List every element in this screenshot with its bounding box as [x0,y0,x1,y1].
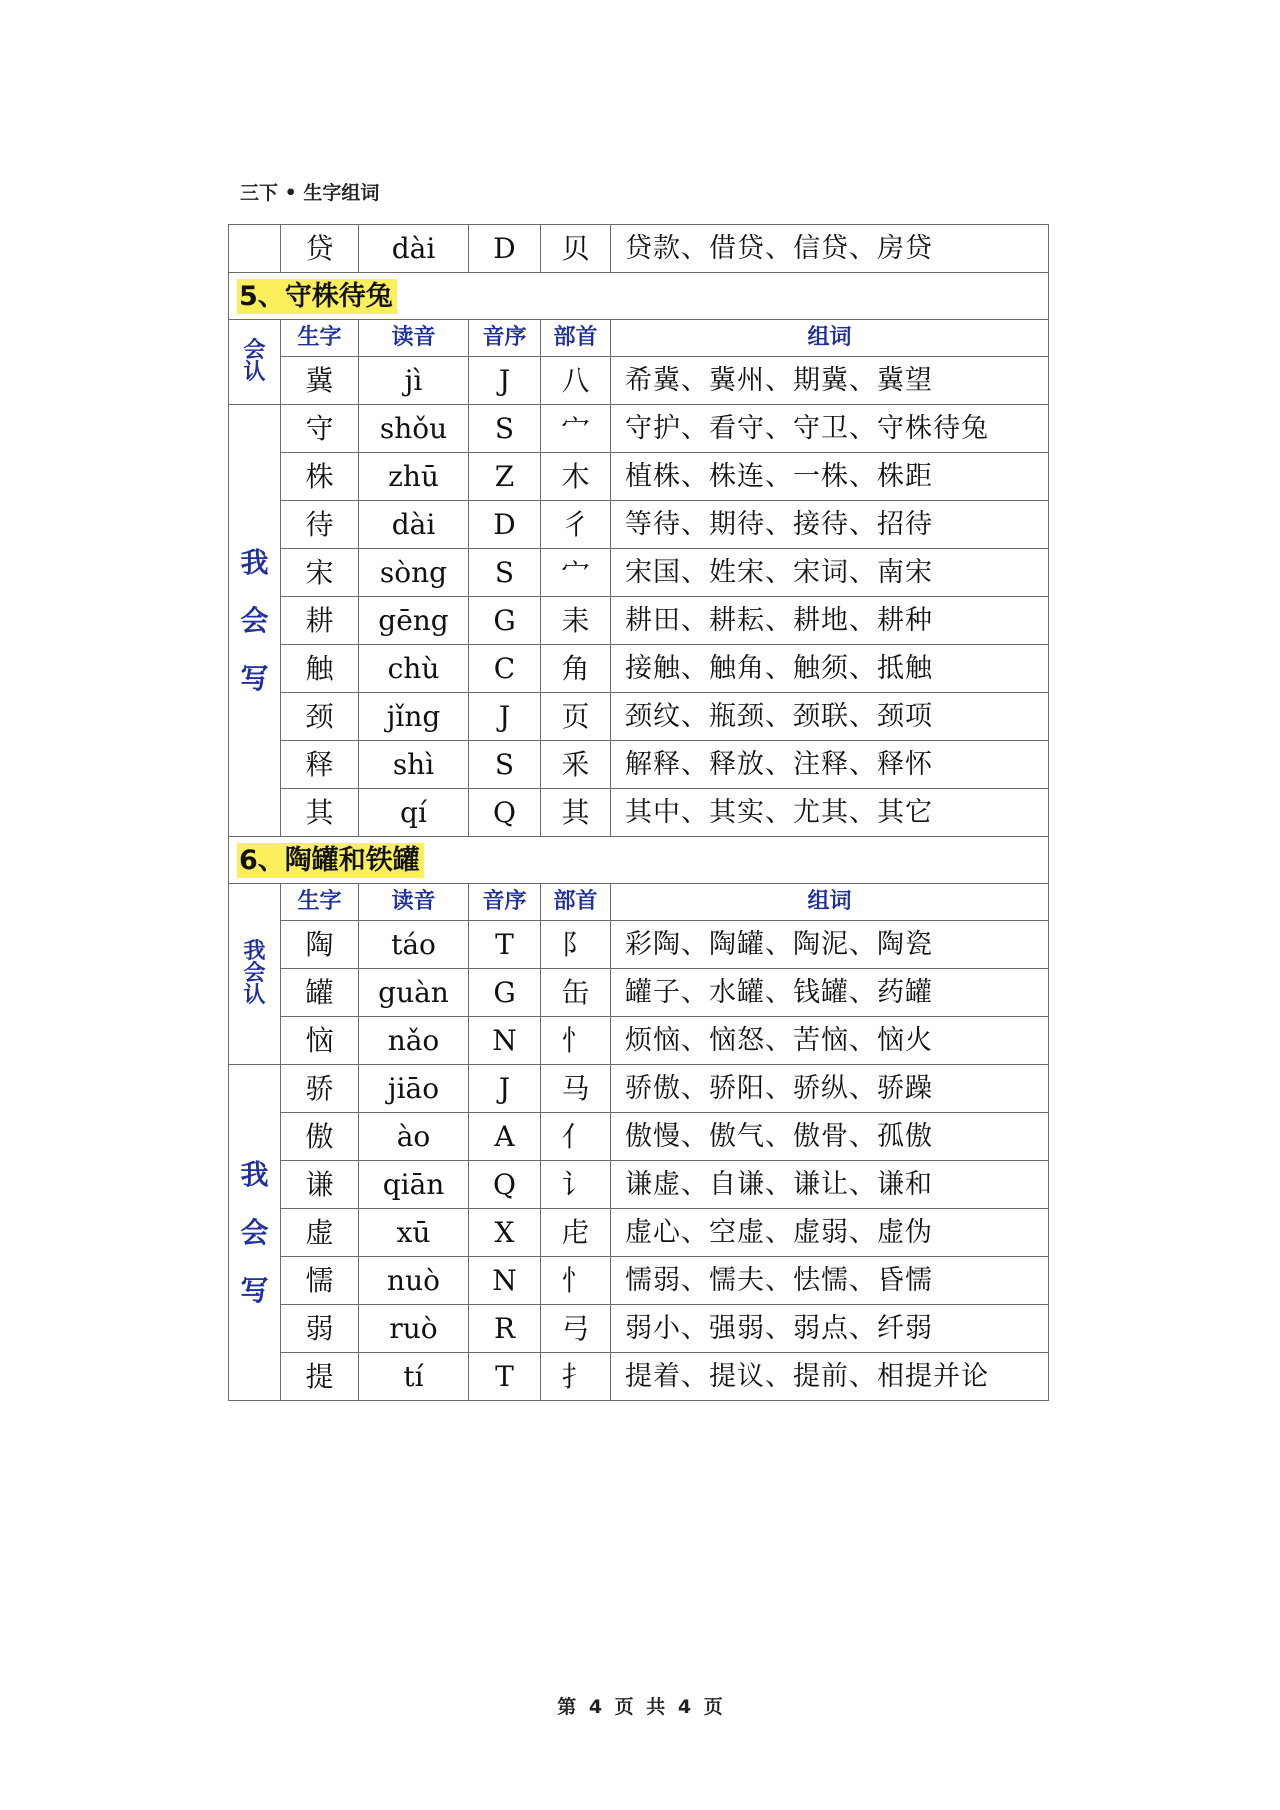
table-row [229,1257,1049,1305]
char-cell: 提 [281,1353,359,1401]
char-cell: 触 [281,645,359,693]
table-row [229,357,1049,405]
radical-cell: 缶 [541,969,611,1017]
radical-cell: 宀 [541,549,611,597]
lesson-title: 6、陶罐和铁罐 [237,843,424,878]
radical-cell: 耒 [541,597,611,645]
char-cell: 待 [281,501,359,549]
group-char: 认 [243,360,266,385]
lesson-title-cell [229,837,1049,884]
group-char: 我 [240,1157,269,1191]
words-cell: 耕田、耕耘、耕地、耕种 [611,597,1049,645]
words-cell: 贷款、借贷、信贷、房贷 [611,225,1049,273]
order-cell: T [469,1353,541,1401]
words-cell: 守护、看守、守卫、守株待兔 [611,405,1049,453]
group-char: 会 [240,1215,269,1249]
words-cell: 其中、其实、尤其、其它 [611,789,1049,837]
group-char: 认 [243,983,266,1008]
order-cell: J [469,1065,541,1113]
char-cell: 守 [281,405,359,453]
order-cell: D [469,225,541,273]
table-row [229,1353,1049,1401]
col-header-radical: 部首 [541,884,611,921]
pinyin-cell: táo [359,921,469,969]
words-cell: 骄傲、骄阳、骄纵、骄躁 [611,1065,1049,1113]
group-char: 会 [243,961,266,986]
pinyin-cell: qiān [359,1161,469,1209]
table-row [229,741,1049,789]
col-header-words: 组词 [611,884,1049,921]
table-row [229,1161,1049,1209]
order-cell: J [469,693,541,741]
group-char: 我 [243,939,266,964]
radical-cell: 釆 [541,741,611,789]
group-char: 会 [243,338,266,363]
char-cell: 株 [281,453,359,501]
words-cell: 解释、释放、注释、释怀 [611,741,1049,789]
radical-cell: 亻 [541,1113,611,1161]
radical-cell: 扌 [541,1353,611,1401]
col-header-order: 音序 [469,320,541,357]
pinyin-cell: ào [359,1113,469,1161]
group-label-write [229,405,281,837]
order-cell: C [469,645,541,693]
radical-cell: 忄 [541,1017,611,1065]
char-cell: 冀 [281,357,359,405]
order-cell: N [469,1017,541,1065]
words-cell: 弱小、强弱、弱点、纤弱 [611,1305,1049,1353]
page-footer: 第 4 页 共 4 页 [557,1696,723,1718]
table-row [229,921,1049,969]
lesson-title-cell [229,273,1049,320]
char-cell: 罐 [281,969,359,1017]
table-row [229,1065,1049,1113]
char-cell: 谦 [281,1161,359,1209]
char-cell: 虚 [281,1209,359,1257]
table-row [229,405,1049,453]
order-cell: D [469,501,541,549]
column-header-row [229,884,1049,921]
pinyin-cell: nuò [359,1257,469,1305]
group-label-recognize [229,320,281,405]
table-row [229,549,1049,597]
pinyin-cell: guàn [359,969,469,1017]
pinyin-cell: dài [359,501,469,549]
pinyin-cell: tí [359,1353,469,1401]
radical-cell: 弓 [541,1305,611,1353]
group-char: 写 [240,1273,269,1307]
words-cell: 懦弱、懦夫、怯懦、昏懦 [611,1257,1049,1305]
radical-cell: 木 [541,453,611,501]
order-cell: S [469,549,541,597]
radical-cell: 彳 [541,501,611,549]
order-cell: R [469,1305,541,1353]
radical-cell: 角 [541,645,611,693]
char-cell: 颈 [281,693,359,741]
pinyin-cell: dài [359,225,469,273]
radical-cell: 讠 [541,1161,611,1209]
radical-cell: 八 [541,357,611,405]
char-cell: 宋 [281,549,359,597]
order-cell: G [469,969,541,1017]
words-cell: 虚心、空虚、虚弱、虚伪 [611,1209,1049,1257]
pinyin-cell: jǐng [359,693,469,741]
lesson-title: 5、守株待兔 [237,279,397,314]
table-row [229,501,1049,549]
table-row [229,1113,1049,1161]
words-cell: 彩陶、陶罐、陶泥、陶瓷 [611,921,1049,969]
group-char: 我 [240,545,269,579]
lesson-title-row [229,837,1049,884]
order-cell: N [469,1257,541,1305]
table-row [229,597,1049,645]
words-cell: 提着、提议、提前、相提并论 [611,1353,1049,1401]
table-row [229,1209,1049,1257]
words-cell: 希冀、冀州、期冀、冀望 [611,357,1049,405]
radical-cell: 马 [541,1065,611,1113]
pinyin-cell: zhū [359,453,469,501]
words-cell: 宋国、姓宋、宋词、南宋 [611,549,1049,597]
pinyin-cell: ruò [359,1305,469,1353]
col-header-pinyin: 读音 [359,320,469,357]
order-cell: S [469,405,541,453]
vocab-table [228,224,1049,1401]
words-cell: 罐子、水罐、钱罐、药罐 [611,969,1049,1017]
lesson-title-row [229,273,1049,320]
radical-cell: 页 [541,693,611,741]
words-cell: 等待、期待、接待、招待 [611,501,1049,549]
char-cell: 恼 [281,1017,359,1065]
group-char: 写 [240,661,269,695]
order-cell: J [469,357,541,405]
col-header-order: 音序 [469,884,541,921]
char-cell: 贷 [281,225,359,273]
table-row [229,225,1049,273]
col-header-pinyin: 读音 [359,884,469,921]
group-label-write [229,1065,281,1401]
order-cell: Q [469,789,541,837]
pinyin-cell: sòng [359,549,469,597]
order-cell: T [469,921,541,969]
words-cell: 接触、触角、触须、抵触 [611,645,1049,693]
words-cell: 植株、株连、一株、株距 [611,453,1049,501]
col-header-radical: 部首 [541,320,611,357]
table-row [229,1017,1049,1065]
group-char: 会 [240,603,269,637]
radical-cell: 其 [541,789,611,837]
char-cell: 陶 [281,921,359,969]
radical-cell: 忄 [541,1257,611,1305]
char-cell: 懦 [281,1257,359,1305]
pinyin-cell: chù [359,645,469,693]
char-cell: 耕 [281,597,359,645]
char-cell: 其 [281,789,359,837]
radical-cell: 贝 [541,225,611,273]
table-row [229,969,1049,1017]
pinyin-cell: shǒu [359,405,469,453]
char-cell: 弱 [281,1305,359,1353]
radical-cell: 虍 [541,1209,611,1257]
char-cell: 释 [281,741,359,789]
col-header-words: 组词 [611,320,1049,357]
table-row [229,693,1049,741]
order-cell: Z [469,453,541,501]
words-cell: 谦虚、自谦、谦让、谦和 [611,1161,1049,1209]
col-header-char: 生字 [281,320,359,357]
char-cell: 傲 [281,1113,359,1161]
pinyin-cell: shì [359,741,469,789]
table-row [229,453,1049,501]
col-header-char: 生字 [281,884,359,921]
order-cell: S [469,741,541,789]
order-cell: G [469,597,541,645]
order-cell: A [469,1113,541,1161]
pinyin-cell: gēng [359,597,469,645]
table-row [229,1305,1049,1353]
words-cell: 烦恼、恼怒、苦恼、恼火 [611,1017,1049,1065]
group-label-recognize [229,884,281,1065]
pinyin-cell: jiāo [359,1065,469,1113]
pinyin-cell: qí [359,789,469,837]
char-cell: 骄 [281,1065,359,1113]
words-cell: 颈纹、瓶颈、颈联、颈项 [611,693,1049,741]
words-cell: 傲慢、傲气、傲骨、孤傲 [611,1113,1049,1161]
pinyin-cell: xū [359,1209,469,1257]
radical-cell: 宀 [541,405,611,453]
order-cell: Q [469,1161,541,1209]
table-row [229,645,1049,693]
radical-cell: 阝 [541,921,611,969]
page-header: 三下 • 生字组词 [240,182,380,204]
column-header-row [229,320,1049,357]
order-cell: X [469,1209,541,1257]
group-cell [229,225,281,273]
pinyin-cell: nǎo [359,1017,469,1065]
pinyin-cell: jì [359,357,469,405]
table-row [229,789,1049,837]
